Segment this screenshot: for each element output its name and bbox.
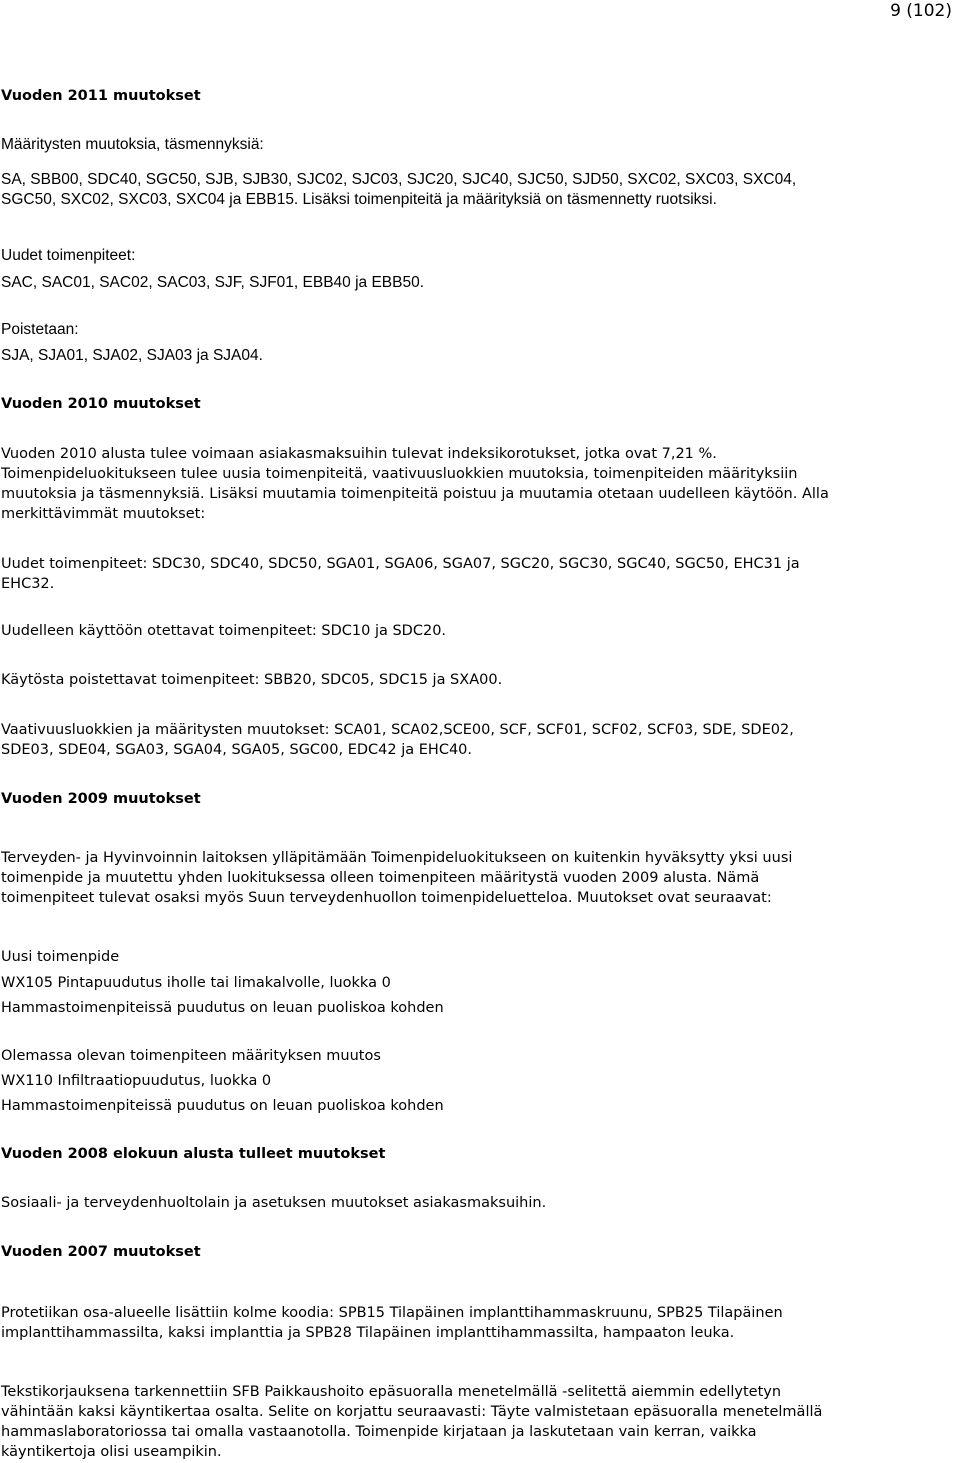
new-procedures-label-2011: Uudet toimenpiteet: bbox=[1, 247, 136, 264]
new-procedure-label-2009: Uusi toimenpide bbox=[1, 949, 120, 965]
text-line: Vaativuusluokkien ja määritysten muutokset: SCA01, SCA02,SCE00, SCF, SCF01, SCF02, SCF03, SDE, SDE02, bbox=[1, 722, 794, 738]
heading-2008: Vuoden 2008 elokuun alusta tulleet muutokset bbox=[1, 1146, 386, 1162]
removed-value-2011: SJA, SJA01, SJA02, SJA03 ja SJA04. bbox=[1, 347, 263, 364]
paragraph-1-2007 bbox=[1, 1303, 783, 1343]
changed-procedure-label-2009: Olemassa olevan toimenpiteen määrityksen muutos bbox=[1, 1048, 381, 1064]
text-line: Tekstikorjauksena tarkennettiin SFB Paikkaushoito epäsuoralla menetelmällä -selitettä aiemmin edellytetyn bbox=[1, 1384, 782, 1400]
heading-2009: Vuoden 2009 muutokset bbox=[1, 791, 201, 807]
heading-2010: Vuoden 2010 muutokset bbox=[1, 396, 201, 412]
text-line: SDE03, SDE04, SGA03, SGA04, SGA05, SGC00, EDC42 ja EHC40. bbox=[1, 742, 473, 758]
heading-2011: Vuoden 2011 muutokset bbox=[1, 88, 201, 104]
changed-procedure-desc-2009: Hammastoimenpiteissä puudutus on leuan puoliskoa kohden bbox=[1, 1098, 444, 1114]
text-line: merkittävimmät muutokset: bbox=[1, 506, 206, 522]
page-number: 9 (102) bbox=[890, 1, 952, 21]
severity-changes-2010 bbox=[1, 720, 794, 760]
text-line: SGC50, SXC02, SXC03, SXC04 ja EBB15. Lisäksi toimenpiteitä ja määrityksiä on täsmennetty ruotsiksi. bbox=[1, 191, 717, 208]
text-line: EHC32. bbox=[1, 576, 55, 592]
new-procedure-code-2009: WX105 Pintapuudutus iholle tai limakalvolle, luokka 0 bbox=[1, 975, 391, 991]
text-line: muutoksia ja täsmennyksiä. Lisäksi muutamia toimenpiteitä poistuu ja muutamia otetaan uudelleen käytöön. Alla bbox=[1, 486, 829, 502]
reused-procedures-2010: Uudelleen käyttöön otettavat toimenpiteet: SDC10 ja SDC20. bbox=[1, 623, 447, 639]
text-line: implanttihammassilta, kaksi implanttia ja SPB28 Tilapäinen implanttihammassilta, hampaaton leuka. bbox=[1, 1325, 735, 1341]
paragraph-2-2007 bbox=[1, 1382, 822, 1462]
text-line: käyntikertoja olisi useampikin. bbox=[1, 1444, 222, 1460]
text-2008: Sosiaali- ja terveydenhuoltolain ja asetuksen muutokset asiakasmaksuihin. bbox=[1, 1195, 547, 1211]
intro-paragraph-2010 bbox=[1, 444, 829, 524]
definitions-text-2011 bbox=[1, 170, 796, 210]
new-procedures-value-2011: SAC, SAC01, SAC02, SAC03, SJF, SJF01, EBB40 ja EBB50. bbox=[1, 274, 425, 291]
text-line: Toimenpideluokitukseen tulee uusia toimenpiteitä, vaativuusluokkien muutoksia, toimenpiteiden määrityksiin bbox=[1, 466, 798, 482]
definitions-label-2011: Määritysten muutoksia, täsmennyksiä: bbox=[1, 136, 264, 153]
text-line: Protetiikan osa-alueelle lisättiin kolme koodia: SPB15 Tilapäinen implanttihammaskruunu, SPB25 Tilapäinen bbox=[1, 1305, 783, 1321]
new-procedures-2010 bbox=[1, 554, 800, 594]
text-line: toimenpide ja muutettu yhden luokituksessa olleen toimenpiteen määritystä vuoden 2009 alusta. Nämä bbox=[1, 870, 760, 886]
text-line: SA, SBB00, SDC40, SGC50, SJB, SJB30, SJC02, SJC03, SJC20, SJC40, SJC50, SJD50, SXC02, SXC03, SXC04, bbox=[1, 171, 797, 188]
text-line: Uudet toimenpiteet: SDC30, SDC40, SDC50, SGA01, SGA06, SGA07, SGC20, SGC30, SGC40, SGC50, EHC31 ja bbox=[1, 556, 800, 572]
removed-procedures-2010: Käytösta poistettavat toimenpiteet: SBB20, SDC05, SDC15 ja SXA00. bbox=[1, 672, 503, 688]
text-line: Terveyden- ja Hyvinvoinnin laitoksen ylläpitämään Toimenpideluokitukseen on kuitenkin hyväksytty yksi uusi bbox=[1, 850, 793, 866]
text-line: hammaslaboratoriossa tai omalla vastaanotolla. Toimenpide kirjataan ja laskutetaan vain kerran, vaikka bbox=[1, 1424, 757, 1440]
heading-2007: Vuoden 2007 muutokset bbox=[1, 1244, 201, 1260]
new-procedure-desc-2009: Hammastoimenpiteissä puudutus on leuan puoliskoa kohden bbox=[1, 1000, 444, 1016]
changed-procedure-code-2009: WX110 Infiltraatiopuudutus, luokka 0 bbox=[1, 1073, 272, 1089]
text-line: toimenpiteet tulevat osaksi myös Suun terveydenhuollon toimenpideluetteloa. Muutokset ovat seuraavat: bbox=[1, 890, 772, 906]
text-line: vähintään kaksi käyntikertaa osalta. Selite on korjattu seuraavasti: Täyte valmistetaan epäsuoralla menetelmällä bbox=[1, 1404, 823, 1420]
removed-label-2011: Poistetaan: bbox=[1, 321, 79, 338]
intro-paragraph-2009 bbox=[1, 848, 792, 908]
text-line: Vuoden 2010 alusta tulee voimaan asiakasmaksuihin tulevat indeksikorotukset, jotka ovat 7,21 %. bbox=[1, 446, 717, 462]
